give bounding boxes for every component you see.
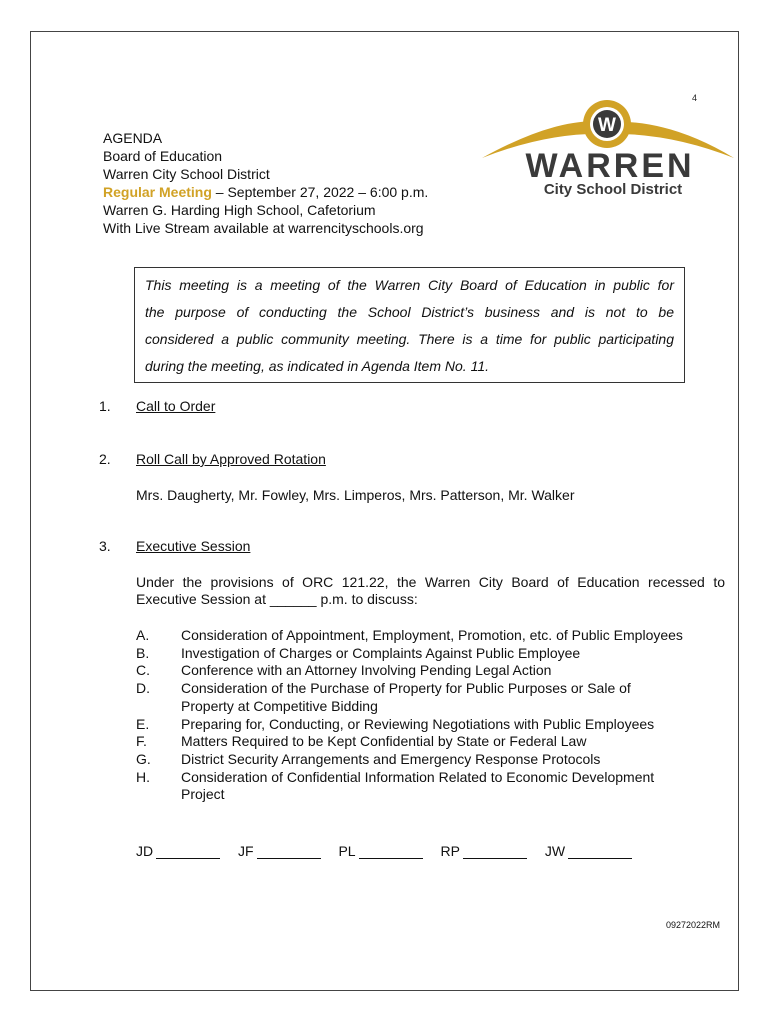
notice-line: during the meeting, as indicated in Agenda Item No. 11. xyxy=(145,358,489,374)
list-letter: B. xyxy=(136,644,150,661)
exec-intro-line: Under the provisions of ORC 121.22, the Warren City Board of Education recessed to xyxy=(136,574,725,590)
list-text: Preparing for, Conducting, or Reviewing Negotiations with Public Employees xyxy=(181,715,655,732)
list-text: Matters Required to be Kept Confidential by State or Federal Law xyxy=(181,733,587,750)
agenda-header xyxy=(103,129,428,237)
initials-label: JF xyxy=(238,843,254,859)
item-title-roll-call: Roll Call by Approved Rotation xyxy=(136,451,326,467)
notice-line: the purpose of conducting the School District’s business and is not to be xyxy=(145,304,674,320)
header-board: Board of Education xyxy=(103,148,223,164)
list-item xyxy=(136,645,726,663)
header-livestream: With Live Stream available at warrencityschools.org xyxy=(103,220,424,236)
roll-call-members: Mrs. Daugherty, Mr. Fowley, Mrs. Limperos, Mrs. Patterson, Mr. Walker xyxy=(136,487,575,503)
item-number: 2. xyxy=(99,451,111,467)
list-letter: H. xyxy=(136,768,150,785)
item-title-executive-session: Executive Session xyxy=(136,538,251,554)
header-district: Warren City School District xyxy=(103,166,270,182)
list-text: Consideration of the Purchase of Property for Public Purposes or Sale of Property at Competitive Bidding xyxy=(181,680,631,714)
logo-subtitle: City School District xyxy=(543,181,683,198)
initials-label: JD xyxy=(136,843,154,859)
initials-line[interactable] xyxy=(257,844,321,859)
header-location: Warren G. Harding High School, Cafetorium xyxy=(103,202,376,218)
corner-mark: 4 xyxy=(692,93,698,103)
list-item xyxy=(136,716,726,734)
initials-line[interactable] xyxy=(359,844,423,859)
list-text: Conference with an Attorney Involving Pending Legal Action xyxy=(181,662,552,679)
exec-intro-line: Executive Session at ______ p.m. to discuss: xyxy=(136,591,418,607)
list-letter: C. xyxy=(136,662,150,679)
document-code: 09272022RM xyxy=(666,920,721,930)
item-title-call-to-order: Call to Order xyxy=(136,398,216,414)
list-item xyxy=(136,769,726,804)
list-text: Investigation of Charges or Complaints Against Public Employee xyxy=(181,644,581,661)
list-item xyxy=(136,733,726,751)
list-item xyxy=(136,662,726,680)
meeting-datetime: – September 27, 2022 – 6:00 p.m. xyxy=(211,184,429,200)
meeting-type: Regular Meeting xyxy=(103,184,212,200)
initials-label: JW xyxy=(544,843,566,859)
item-number: 1. xyxy=(99,398,111,414)
logo-letter: W xyxy=(598,115,616,136)
item-number: 3. xyxy=(99,538,111,554)
list-item xyxy=(136,627,726,645)
list-text: District Security Arrangements and Emergency Response Protocols xyxy=(181,750,601,767)
logo-name: WARREN xyxy=(525,147,695,185)
public-notice-box xyxy=(134,267,685,383)
list-letter: E. xyxy=(136,715,150,732)
initials-label: RP xyxy=(440,843,460,859)
initials-line[interactable] xyxy=(463,844,527,859)
notice-line: considered a public community meeting. There is a time for public participating xyxy=(145,331,674,347)
list-letter: G. xyxy=(136,750,151,767)
header-meeting xyxy=(103,183,428,201)
list-text: Consideration of Appointment, Employment, Promotion, etc. of Public Employees xyxy=(181,627,683,643)
warren-logo xyxy=(478,98,736,200)
initials-label: PL xyxy=(338,843,356,859)
board-initials-row xyxy=(136,843,646,859)
list-letter: F. xyxy=(136,733,147,750)
list-text: Consideration of Confidential Information Related to Economic Development Project xyxy=(181,768,655,803)
list-letter: A. xyxy=(136,627,150,643)
list-letter: D. xyxy=(136,680,150,697)
initials-line[interactable] xyxy=(568,844,632,859)
list-item xyxy=(136,680,726,715)
notice-line: This meeting is a meeting of the Warren City Board of Education in public for xyxy=(145,277,674,293)
header-agenda: AGENDA xyxy=(103,130,163,146)
exec-topics-list xyxy=(136,627,726,804)
list-item xyxy=(136,751,726,769)
initials-line[interactable] xyxy=(156,844,220,859)
